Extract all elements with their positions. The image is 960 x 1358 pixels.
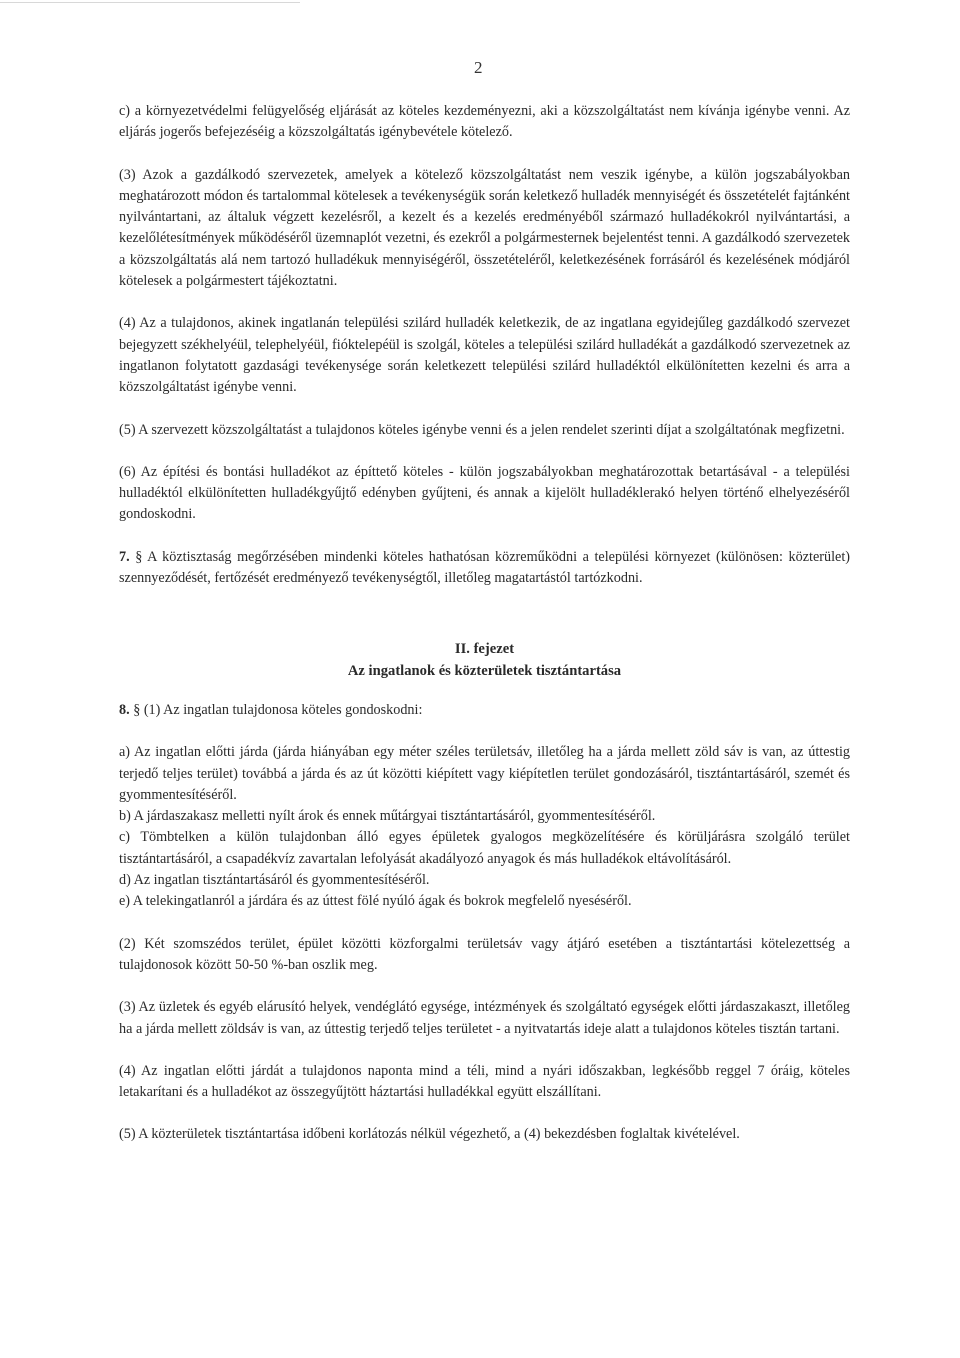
scan-edge-line: [0, 2, 300, 3]
section-7: [119, 547, 850, 590]
list-item-b: b) A járdaszakasz melletti nyílt árok és ennek műtárgyai tisztántartásáról, gyommentesítéséről.: [119, 808, 656, 825]
paragraph-8-4: (4) Az ingatlan előtti járdát a tulajdonos naponta mind a téli, mind a nyári időszakban, legkésőbb reggel 7 óráig, köteles letakarítani és a hulladékot az összegyűjtött háztartási hulladékkal együtt elszállítani.: [119, 1062, 850, 1101]
section-8-number: 8.: [119, 701, 130, 718]
chapter-title: Az ingatlanok és közterületek tisztántartása: [347, 662, 622, 679]
list-item-a: a) Az ingatlan előtti járda (járda hiányában egy méter széles területsáv, illetőleg ha a járda mellett zöld sáv is van, az úttestig terjedő teljes terület) továbbá a járda és az út közötti kiépített vagy kiépítetlen terület gondozásáról, tisztántartásáról, szemét és gyommentesítéséről.: [119, 744, 850, 803]
list-item-c: c) Tömbtelken a külön tulajdonban álló egyes épületek gyalogos megközelítésére és körüljárásra szolgáló terület tisztántartásáról, a csapadékvíz zavartalan lefolyását akadályozó anyagok és más hulladékok eltávolításáról.: [119, 829, 850, 867]
paragraph-6: (6) Az építési és bontási hulladékot az építtető köteles - külön jogszabályokban meghatározottak betartásával - a települési hulladéktól elkülönítetten hulladékgyűjtő edényben gyűjteni, és annak a kijelölt hulladéklerakó helyen történő elhelyezéséről gondoskodni.: [119, 463, 850, 523]
chapter-number: II. fejezet: [454, 641, 515, 658]
list-item-d: d) Az ingatlan tisztántartásáról és gyommentesítéséről.: [119, 872, 430, 889]
list-item-e: e) A telekingatlanról a járdára és az úttest fölé nyúló ágak és bokrok megfelelő nyeséséről.: [119, 893, 632, 910]
paragraph-3: (3) Azok a gazdálkodó szervezetek, amelyek a kötelező közszolgáltatást nem veszik igénybe, a külön jogszabályokban meghatározott módon és tartalommal kötelesek a tevékenységük során keletkező hulladék mennyiségét és összetételét fajtánként nyilvántartani, az általuk végzett kezelésről, a kezelt és a kezelés eredményéből származó hulladékokról nyilvántartási, a kezelőlétesítmények működéséről üzemnaplót vezetni, és ezekről a polgármesternek bejelentést tenni. A gazdálkodó szervezetek a közszolgáltatás alá nem tartozó hulladékuk mennyiségéről, összetételéről, keletkezésének forrásáról és kezelésének módjáról kötelesek a polgármestert tájékoztatni.: [119, 166, 850, 290]
section-8: [119, 700, 850, 721]
paragraph-c: c) a környezetvédelmi felügyelőség eljárását az köteles kezdeményezni, aki a közszolgáltatást nem kívánja igénybe venni. Az eljárás jogerős befejezéséig a közszolgáltatás igénybevétele kötelező.: [119, 103, 850, 141]
document-body: [119, 101, 850, 1146]
section-7-text: § A köztisztaság megőrzésében mindenki köteles hathatósan közreműködni a települési környezet (különösen: közterület) szennyeződését, fertőzését eredményező tevékenységtől, illetőleg magatartástól tartózkodni.: [119, 548, 850, 587]
paragraph-8-2: (2) Két szomszédos terület, épület közötti közforgalmi területsáv vagy átjáró esetében a tisztántartási kötelezettség a tulajdonosok között 50-50 %-ban oszlik meg.: [119, 935, 850, 973]
paragraph-8-3: (3) Az üzletek és egyéb elárusító helyek, vendéglátó egysége, intézmények és szolgáltató egységek előtti járdaszakaszt, illetőleg ha a járda mellett zöldsáv is van, az úttestig terjedő teljes területet - a nyitvatartás ideje alatt a tulajdonos köteles tisztán tartani.: [119, 999, 850, 1037]
paragraph-4: (4) Az a tulajdonos, akinek ingatlanán települési szilárd hulladék keletkezik, de az ingatlana egyidejűleg gazdálkodó szervezet bejegyzett székhelyéül, telephelyéül, fióktelepéül is szolgál, köteles a települési szilárd hulladékát a gazdálkodó szervezetnek az ingatlanon folytatott gazdasági tevékenysége során keletkezett települési szilárd hulladéktól elkülönítetten kezelni és arra a közszolgáltatást igénybe venni.: [119, 315, 850, 396]
paragraph-5: (5) A szervezett közszolgáltatást a tulajdonos köteles igénybe venni és a jelen rendelet szerinti díjat a szolgáltatónak megfizetni.: [119, 421, 845, 438]
section-7-number: 7.: [119, 548, 130, 565]
section-8-text: § (1) Az ingatlan tulajdonosa köteles gondoskodni:: [129, 701, 423, 718]
paragraph-8-5: (5) A közterületek tisztántartása időbeni korlátozás nélkül végezhető, a (4) bekezdésben foglaltak kivételével.: [119, 1126, 740, 1143]
page-number: 2: [474, 58, 483, 77]
